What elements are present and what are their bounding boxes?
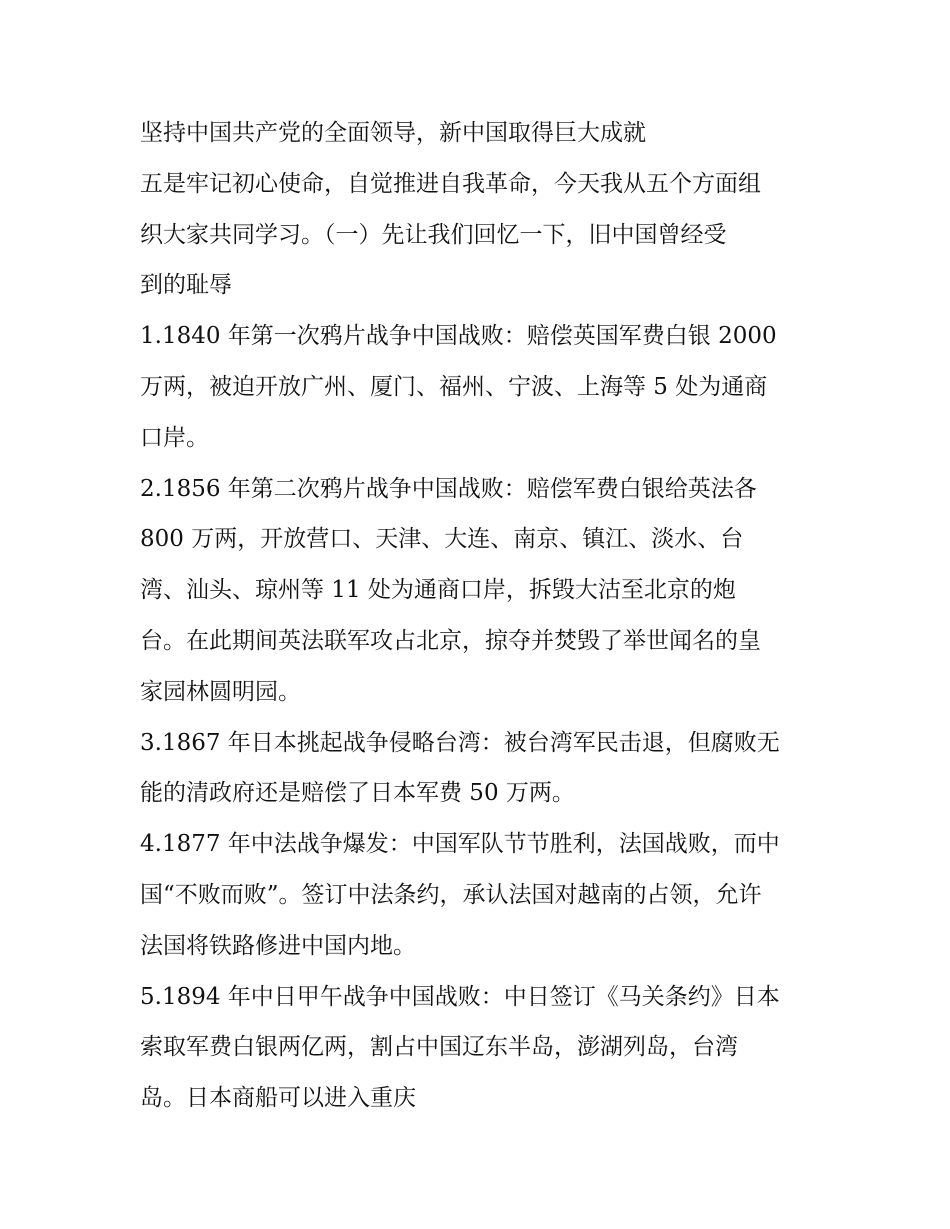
text-line: 岛。日本商船可以进入重庆 bbox=[140, 1085, 416, 1112]
text-line: 五是牢记初心使命，自觉推进自我革命，今天我从五个方面组 bbox=[140, 170, 761, 197]
text-line: 家园林圆明园。 bbox=[140, 678, 301, 705]
text-line: 法国将铁路修进中国内地。 bbox=[140, 932, 416, 959]
text-line: 索取军费白银两亿两，割占中国辽东半岛，澎湖列岛，台湾 bbox=[140, 1034, 738, 1061]
text-line: 织大家共同学习。（一）先让我们回忆一下，旧中国曾经受 bbox=[140, 221, 727, 248]
text-line: 1.1840 年第一次鸦片战争中国战败：赔偿英国军费白银 2000 bbox=[140, 323, 777, 350]
text-line: 万两，被迫开放广州、厦门、福州、宁波、上海等 5 处为通商 bbox=[140, 373, 768, 400]
text-line: 4.1877 年中法战争爆发：中国军队节节胜利，法国战败，而中 bbox=[140, 831, 780, 858]
text-line: 800 万两，开放营口、天津、大连、南京、镇江、淡水、台 bbox=[140, 526, 744, 553]
text-line: 口岸。 bbox=[140, 424, 209, 451]
text-line: 坚持中国共产党的全面领导，新中国取得巨大成就 bbox=[140, 120, 646, 146]
text-line: 到的耻辱 bbox=[140, 272, 232, 299]
text-line: 国“不败而败”。签订中法条约，承认法国对越南的占领，允许 bbox=[140, 881, 762, 908]
text-line: 台。在此期间英法联军攻占北京，掠夺并焚毁了举世闻名的皇 bbox=[140, 627, 761, 654]
text-line: 2.1856 年第二次鸦片战争中国战败：赔偿军费白银给英法各 bbox=[140, 475, 757, 502]
text-line: 3.1867 年日本挑起战争侵略台湾：被台湾军民击退，但腐败无 bbox=[140, 729, 780, 756]
text-line: 能的清政府还是赔偿了日本军费 50 万两。 bbox=[140, 780, 575, 807]
text-line: 5.1894 年中日甲午战争中国战败：中日签订《马关条约》日本 bbox=[140, 983, 780, 1010]
document-body bbox=[140, 108, 820, 1124]
text-line: 湾、汕头、琼州等 11 处为通商口岸，拆毁大沽至北京的炮 bbox=[140, 577, 736, 604]
